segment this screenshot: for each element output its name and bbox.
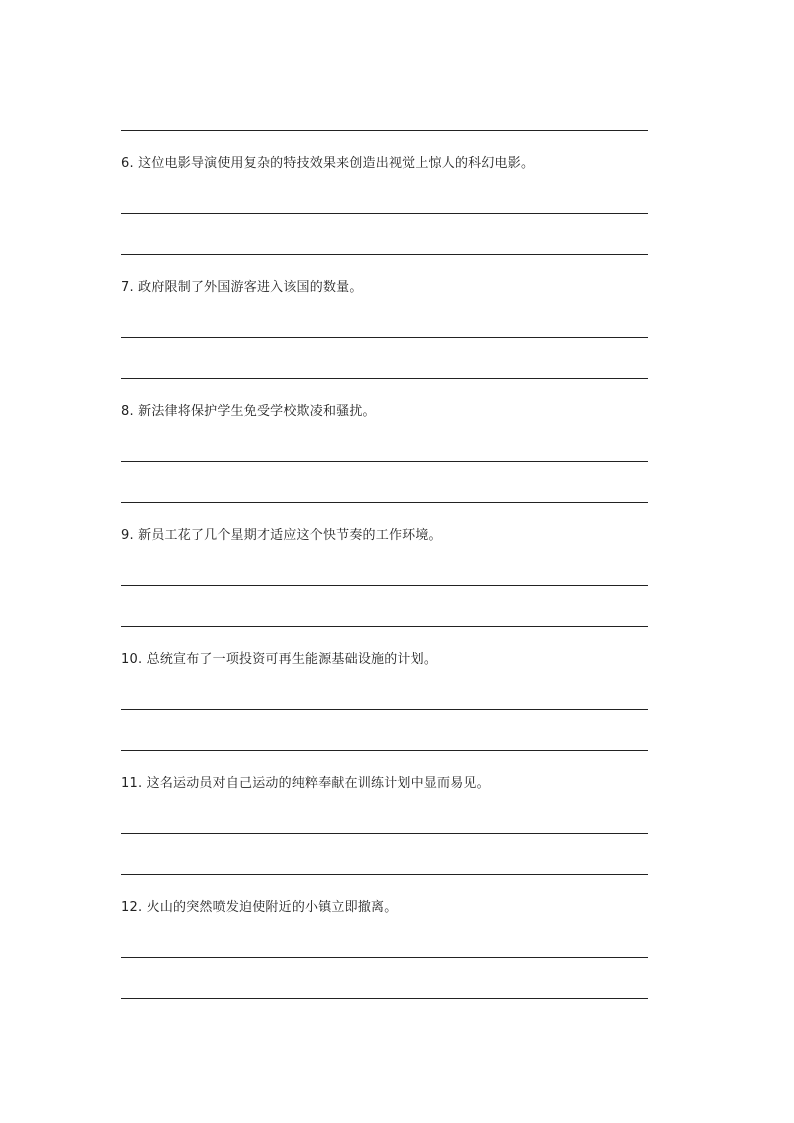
answer-line (121, 957, 648, 958)
question-text: 总统宣布了一项投资可再生能源基础设施的计划。 (146, 652, 438, 667)
question-11 (121, 775, 681, 793)
question-text: 这位电影导演使用复杂的特技效果来创造出视觉上惊人的科幻电影。 (138, 156, 535, 171)
question-text: 这名运动员对自己运动的纯粹奉献在训练计划中显而易见。 (146, 776, 490, 791)
answer-line (121, 874, 648, 875)
question-text: 新法律将保护学生免受学校欺凌和骚扰。 (138, 404, 376, 419)
answer-line (121, 337, 648, 338)
question-number: 11. (121, 776, 143, 791)
question-number: 8. (121, 404, 134, 419)
question-10 (121, 651, 681, 669)
question-text: 新员工花了几个星期才适应这个快节奏的工作环境。 (138, 528, 442, 543)
answer-line (121, 750, 648, 751)
question-7 (121, 279, 681, 297)
answer-line (121, 254, 648, 255)
answer-line (121, 213, 648, 214)
question-text: 火山的突然喷发迫使附近的小镇立即撤离。 (146, 900, 398, 915)
answer-line (121, 502, 648, 503)
answer-line (121, 709, 648, 710)
answer-line (121, 998, 648, 999)
answer-line (121, 461, 648, 462)
question-9 (121, 527, 681, 545)
question-text: 政府限制了外国游客进入该国的数量。 (138, 280, 363, 295)
question-6 (121, 155, 681, 173)
question-number: 10. (121, 652, 143, 667)
answer-line (121, 378, 648, 379)
question-number: 12. (121, 900, 143, 915)
question-12 (121, 899, 681, 917)
question-number: 6. (121, 156, 134, 171)
question-number: 9. (121, 528, 134, 543)
question-8 (121, 403, 681, 421)
answer-line (121, 130, 648, 131)
question-number: 7. (121, 280, 134, 295)
answer-line (121, 585, 648, 586)
answer-line (121, 833, 648, 834)
answer-line (121, 626, 648, 627)
